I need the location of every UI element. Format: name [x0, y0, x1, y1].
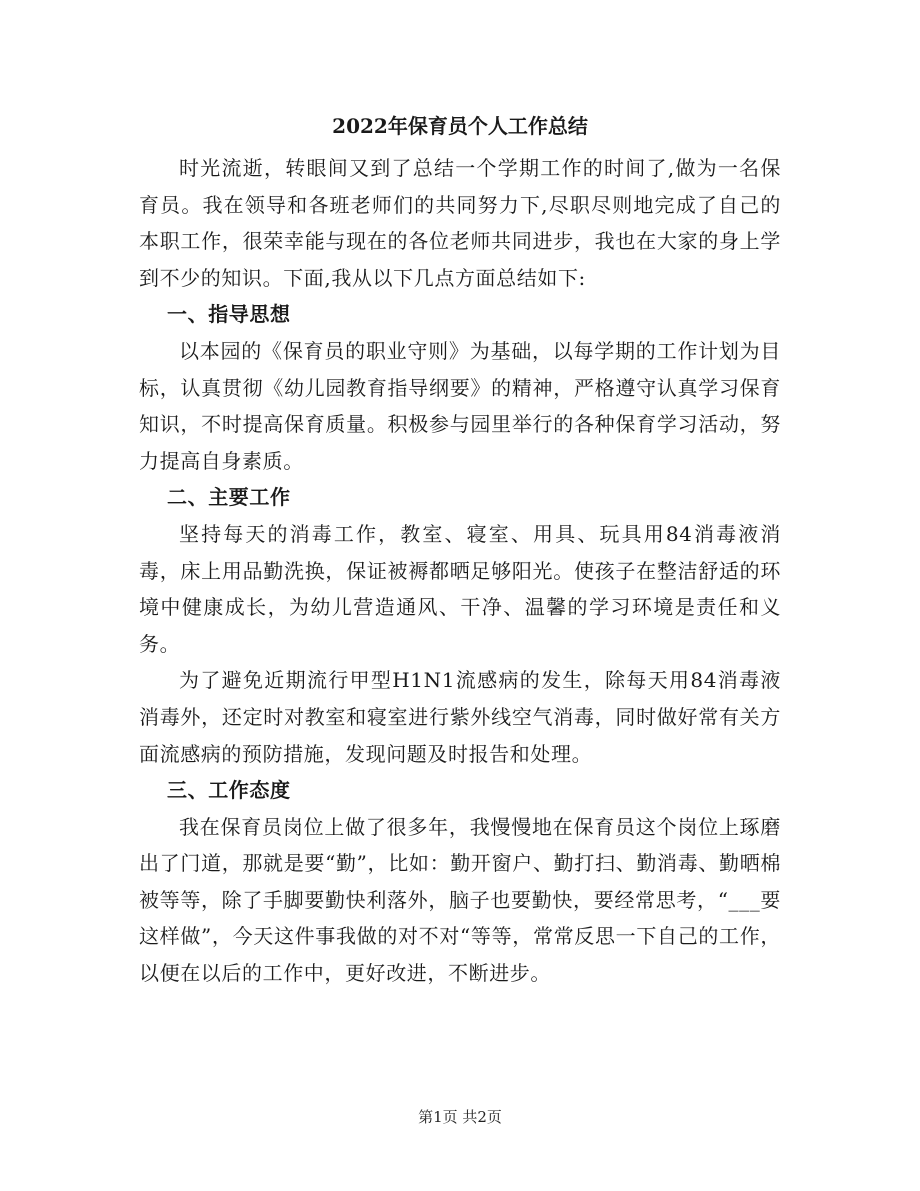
paragraph-work-attitude: 我在保育员岗位上做了很多年，我慢慢地在保育员这个岗位上琢磨出了门道，那就是要“勤”，比如：勤开窗户、勤打扫、勤消毒、勤晒棉被等等，除了手脚要勤快利落外，脑子也要勤快，要经常思考，“___要这样做”，今天这件事我做的对不对“等等，常常反思一下自己的工作，以便在以后的工作中，更好改进，不断进步。	[139, 814, 781, 986]
document-title: 2022年保育员个人工作总结	[332, 114, 588, 138]
document-body	[139, 108, 781, 992]
paragraph-intro: 时光流逝，转眼间又到了总结一个学期工作的时间了,做为一名保育员。我在领导和各班老师们的共同努力下,尽职尽则地完成了自己的本职工作，很荣幸能与现在的各位老师共同进步，我也在大家的身上学到不少的知识。下面,我从以下几点方面总结如下:	[139, 156, 781, 290]
paragraph-disinfection: 坚持每天的消毒工作，教室、寝室、用具、玩具用84消毒液消毒，床上用品勤洗换，保证被褥都晒足够阳光。使孩子在整洁舒适的环境中健康成长，为幼儿营造通风、干净、温馨的学习环境是责任和义务。	[139, 521, 781, 656]
page-number-footer: 第1页 共2页	[418, 1108, 502, 1126]
section-heading-work-attitude: 三、工作态度	[167, 778, 291, 803]
paragraph-flu-prevention: 为了避免近期流行甲型H1N1流感病的发生，除每天用84消毒液消毒外，还定时对教室和寝室进行紫外线空气消毒，同时做好常有关方面流感病的预防措施，发现问题及时报告和处理。	[139, 668, 781, 766]
section-heading-main-work: 二、主要工作	[167, 485, 291, 510]
section-heading-guiding-idea: 一、指导思想	[167, 302, 291, 327]
paragraph-guiding-idea: 以本园的《保育员的职业守则》为基础，以每学期的工作计划为目标，认真贯彻《幼儿园教育指导纲要》的精神，严格遵守认真学习保育知识，不时提高保育质量。积极参与园里举行的各种保育学习活动，努力提高自身素质。	[139, 338, 781, 473]
